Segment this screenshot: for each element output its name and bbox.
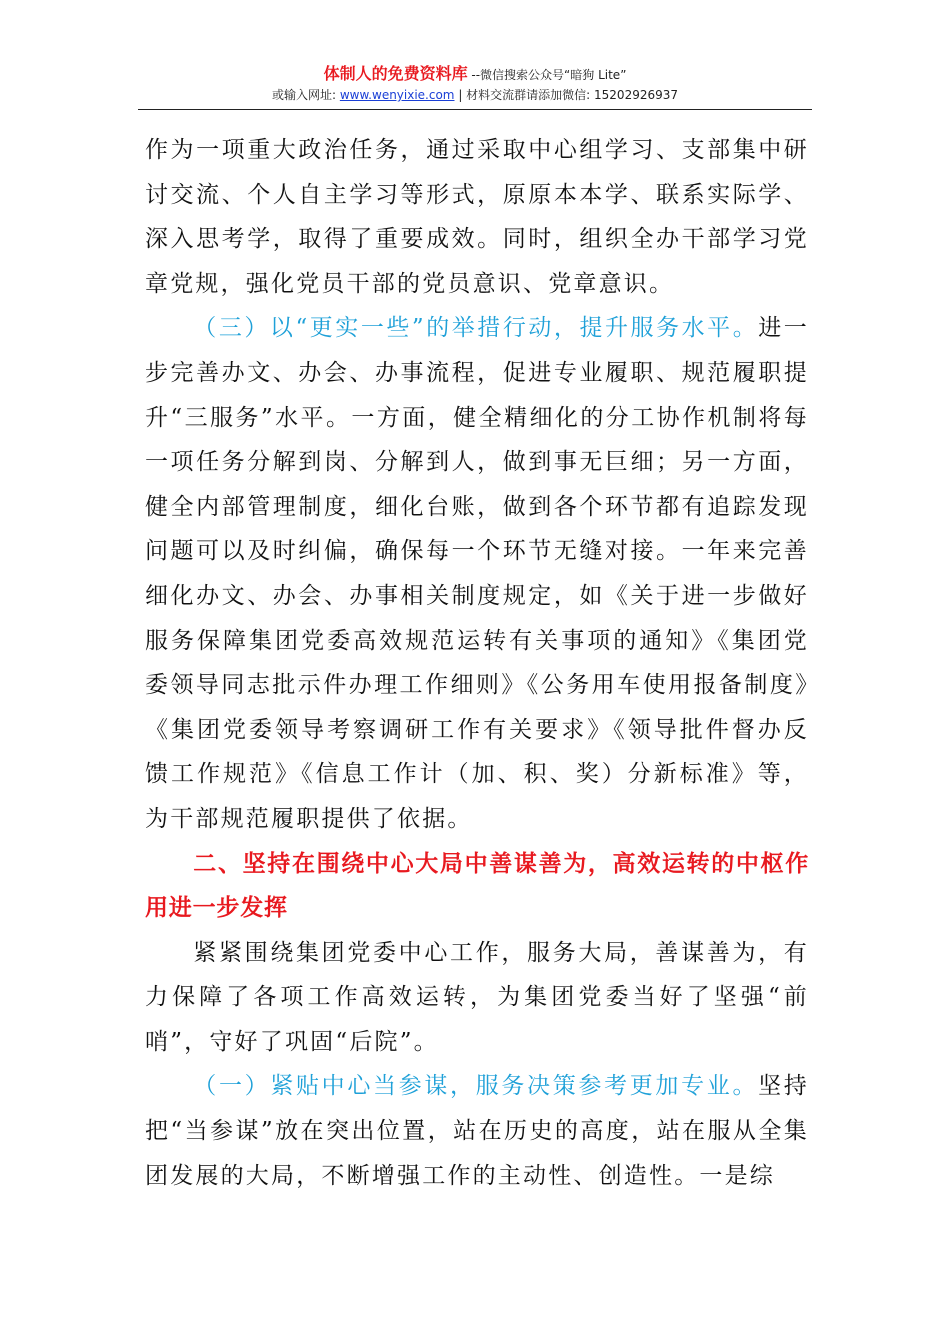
website-link[interactable]: www.wenyixie.com [339, 88, 455, 102]
document-body [145, 128, 809, 1198]
section-heading-2: 二、坚持在围绕中心大局中善谋善为，高效运转的中枢作用进一步发挥 [145, 850, 809, 922]
header-title-line [0, 64, 950, 85]
paragraph-1: 作为一项重大政治任务，通过采取中心组学习、支部集中研讨交流、个人自主学习等形式，原原本本学、联系实际学、深入思考学，取得了重要成效。同时，组织全办干部学习党章党规，强化党员干部的党员意识、党章意识。 [145, 137, 809, 297]
paragraph-2-text: 进一步完善办文、办会、办事流程，促进专业履职、规范履职提升“三服务”水平。一方面，健全精细化的分工协作机制将每一项任务分解到岗、分解到人，做到事无巨细；另一方面，健全内部管理制度，细化台账，做到各个环节都有追踪发现问题可以及时纠偏，确保每一个环节无缝对接。一年来完善细化办文、办会、办事相关制度规定，如《关于进一步做好服务保障集团党委高效规范运转有关事项的通知》《集团党委领导同志批示件办理工作细则》《公务用车使用报备制度》《集团党委领导考察调研工作有关要求》《领导批件督办反馈工作规范》《信息工作计（加、积、奖）分新标准》等，为干部规范履职提供了依据。 [145, 315, 809, 832]
page-header [0, 64, 950, 105]
paragraph-3: 紧紧围绕集团党委中心工作，服务大局，善谋善为，有力保障了各项工作高效运转，为集团党委当好了坚强“前哨”，守好了巩固“后院”。 [145, 939, 809, 1055]
paragraph-4 [145, 1064, 809, 1198]
header-tagline: --微信搜索公众号“暗狗 Lite” [467, 68, 627, 82]
header-contact-suffix: | 材料交流群请添加微信: 15202926937 [454, 88, 679, 102]
subheading-1: （一）紧贴中心当参谋，服务决策参考更加专业。 [193, 1073, 759, 1100]
header-divider [138, 109, 812, 110]
subheading-3: （三）以“更实一些”的举措行动，提升服务水平。 [193, 315, 759, 342]
paragraph-2 [145, 306, 809, 841]
paragraph-4-text: 坚持把“当参谋”放在突出位置，站在历史的高度，站在服从全集团发展的大局，不断增强工作的主动性、创造性。一是综 [145, 1073, 809, 1189]
header-brand: 体制人的免费资料库 [323, 64, 468, 83]
header-url-prefix: 或输入网址: [271, 88, 340, 102]
header-contact-line [0, 85, 950, 105]
